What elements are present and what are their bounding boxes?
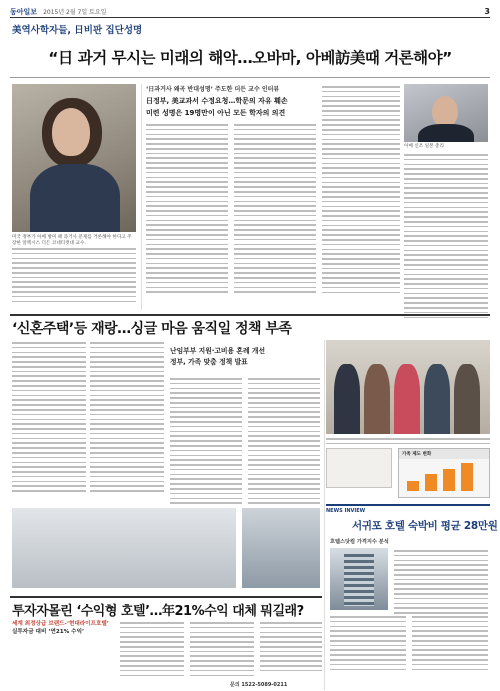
section2-headline: ‘신혼주택’등 재랑…싱글 마음 움직일 정책 부족 xyxy=(12,321,292,337)
section1-body-col3 xyxy=(322,86,400,296)
page-number: 3 xyxy=(484,7,490,16)
family-chart-bars xyxy=(407,461,483,491)
section1-deck-3: 미련 성명은 19명만이 아닌 모든 학자의 의견 xyxy=(146,109,286,117)
chart-bar xyxy=(407,481,419,491)
section2-rule xyxy=(10,314,490,316)
section4-subtitle: 호텔스닷컴 가격지수 분석 xyxy=(330,539,389,545)
section3-deck xyxy=(12,620,116,637)
section2-body-col2 xyxy=(90,342,164,495)
family-chart-title: 가족 제도 변화 xyxy=(399,449,489,459)
section4-body-col2 xyxy=(330,616,406,673)
family-chart xyxy=(398,448,490,498)
section4-headline: 서귀포 호텔 숙박비 평균 28만원 xyxy=(352,520,498,532)
section3-body-col3 xyxy=(260,622,322,675)
section1-body-col2 xyxy=(234,124,316,296)
issue-date: 2015년 2월 7일 토요일 xyxy=(43,9,107,16)
abe-photo-caption: 아베 신조 일본 총리 xyxy=(404,144,444,149)
newspaper-logo: 동아일보 xyxy=(10,6,38,16)
section3-headline: 투자자몰린 ‘수익형 호텔’…年21%수익 대체 뭐길래? xyxy=(12,604,304,619)
seogwipo-hotel-photo xyxy=(330,548,388,610)
section3-body-col1 xyxy=(120,622,184,679)
section3-deck-1: 세계 최정상급 브랜드-‘현대라이프호텔’ xyxy=(12,621,109,627)
hotel-interior-photo xyxy=(12,508,236,588)
professor-photo-caption: 미국 정부가 아베 방미 때 과거사 문제를 거론해야 한다고 주장한 알렉시스 더든 코네티컷대 교수. xyxy=(12,235,132,246)
section3-deck-2: 실투자금 대비 ‘연21% 수익’ xyxy=(12,629,85,636)
document-clipping xyxy=(326,448,392,488)
section1-deck-2: 日정부, 美교과서 수정요청…학문의 자유 훼손 xyxy=(146,97,288,105)
section1-deck-1: ‘日과거사 왜곡 반대성명’ 주도한 더든 교수 인터뷰 xyxy=(146,86,280,93)
section2-body-col4 xyxy=(248,378,320,507)
chart-bar xyxy=(425,474,437,491)
meeting-photo-caption-lines xyxy=(326,438,490,448)
meeting-photo xyxy=(326,340,490,434)
chart-bar xyxy=(461,463,473,491)
section2-deck xyxy=(170,346,320,367)
section2-deck-1: 난임부부 지원·고비용 혼례 개선 xyxy=(170,347,266,355)
column-rule xyxy=(324,340,325,690)
news-inview-tag: NEWS INVIEW xyxy=(326,508,366,514)
section1-kicker: 美역사학자들, 日비판 집단성명 xyxy=(12,25,143,36)
section3-rule xyxy=(10,596,322,598)
section3-body-col2 xyxy=(190,622,254,679)
section4-body-col3 xyxy=(412,616,488,673)
section2-body-col1 xyxy=(12,342,86,495)
professor-photo xyxy=(12,84,136,232)
section1-body-col4 xyxy=(404,154,488,321)
hotel-building-photo xyxy=(242,508,320,588)
masthead xyxy=(10,6,490,18)
section1-body-under-photo xyxy=(12,248,136,305)
chart-bar xyxy=(443,469,455,491)
abe-photo xyxy=(404,84,488,142)
section2-deck-2: 정부, 가족 맞춤 정책 발표 xyxy=(170,357,248,366)
section1-body-col1 xyxy=(146,124,228,296)
section4-body-col1 xyxy=(394,550,488,617)
column-rule xyxy=(141,84,142,310)
ad-contact: 문의 1522-5089-0211 xyxy=(230,682,288,688)
section2-body-col3 xyxy=(170,378,242,507)
section1-headline: “日 과거 무시는 미래의 해악…오바마, 아베訪美때 거론해야” xyxy=(10,36,490,78)
